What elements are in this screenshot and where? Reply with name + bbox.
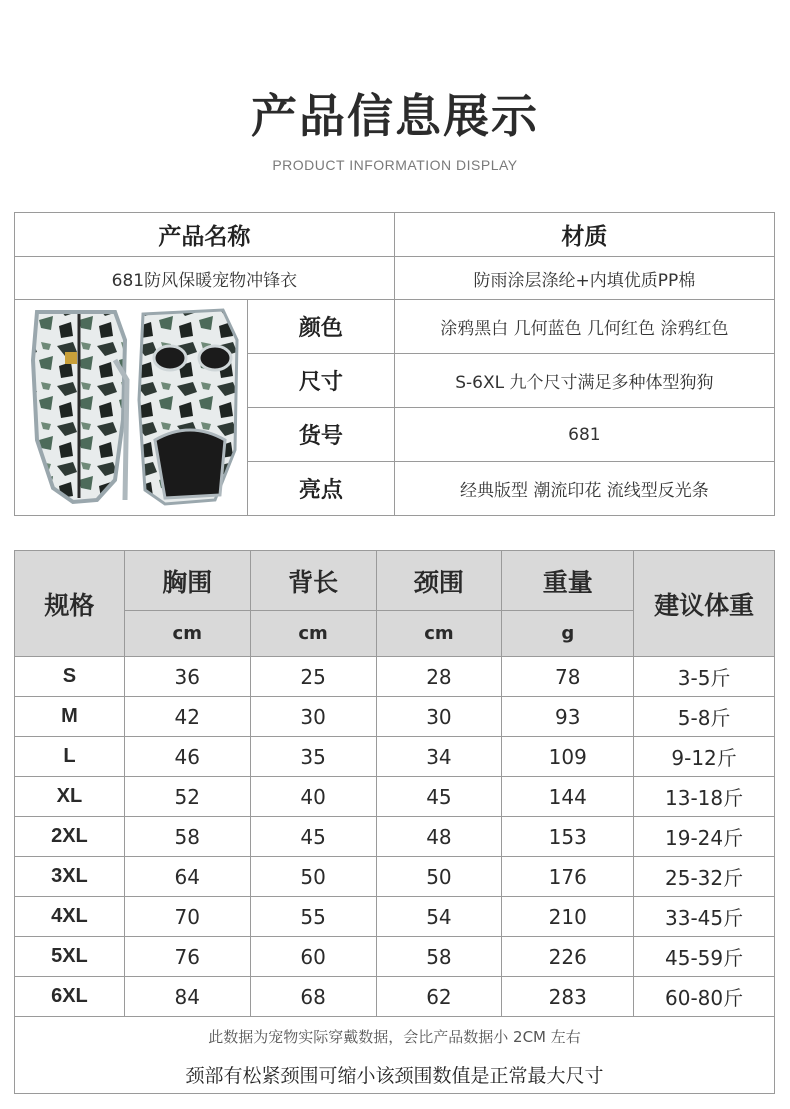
cell-back: 55 xyxy=(250,897,376,937)
product-photos xyxy=(15,300,248,516)
page-subtitle: PRODUCT INFORMATION DISPLAY xyxy=(272,157,518,173)
header-size: 规格 xyxy=(15,551,125,657)
size-value: S-6XL 九个尺寸满足多种体型狗狗 xyxy=(394,354,774,408)
cell-neck: 62 xyxy=(376,977,502,1017)
header-neck: 颈围 xyxy=(376,551,502,611)
cell-suggested-weight: 19-24斤 xyxy=(634,817,775,857)
cell-weight: 226 xyxy=(502,937,634,977)
cell-chest: 46 xyxy=(124,737,250,777)
cell-back: 68 xyxy=(250,977,376,1017)
material-value: 防雨涂层涤纶+内填优质PP棉 xyxy=(394,257,774,300)
table-row xyxy=(15,657,775,697)
size-spec-table xyxy=(14,550,775,1094)
table-row xyxy=(15,937,775,977)
cell-neck: 50 xyxy=(376,857,502,897)
info-header-row xyxy=(15,213,775,257)
header-weight: 重量 xyxy=(502,551,634,611)
table-row xyxy=(15,697,775,737)
cell-back: 30 xyxy=(250,697,376,737)
note-neck: 颈部有松紧颈围可缩小该颈围数值是正常最大尺寸 xyxy=(15,1055,775,1094)
table-row xyxy=(15,817,775,857)
cell-suggested-weight: 60-80斤 xyxy=(634,977,775,1017)
coat-back xyxy=(139,310,237,504)
product-name-label: 产品名称 xyxy=(15,213,395,257)
cell-neck: 28 xyxy=(376,657,502,697)
highlights-value: 经典版型 潮流印花 流线型反光条 xyxy=(394,462,774,516)
sku-label: 货号 xyxy=(248,408,395,462)
cell-weight: 78 xyxy=(502,657,634,697)
cell-neck: 34 xyxy=(376,737,502,777)
note-measurement: 此数据为宠物实际穿戴数据，会比产品数据小 2CM 左右 xyxy=(15,1017,775,1056)
header-suggested-weight: 建议体重 xyxy=(634,551,775,657)
info-row-color xyxy=(15,300,775,354)
unit-chest: cm xyxy=(124,611,250,657)
cell-chest: 84 xyxy=(124,977,250,1017)
cell-chest: 76 xyxy=(124,937,250,977)
header-chest: 胸围 xyxy=(124,551,250,611)
cell-size: 6XL xyxy=(15,977,125,1017)
cell-chest: 52 xyxy=(124,777,250,817)
spec-header-row xyxy=(15,551,775,611)
table-row xyxy=(15,897,775,937)
cell-size: 5XL xyxy=(15,937,125,977)
cell-weight: 93 xyxy=(502,697,634,737)
cell-suggested-weight: 5-8斤 xyxy=(634,697,775,737)
cell-neck: 58 xyxy=(376,937,502,977)
cell-size: S xyxy=(15,657,125,697)
cell-suggested-weight: 45-59斤 xyxy=(634,937,775,977)
cell-back: 45 xyxy=(250,817,376,857)
color-label: 颜色 xyxy=(248,300,395,354)
table-row xyxy=(15,857,775,897)
product-name-value: 681防风保暖宠物冲锋衣 xyxy=(15,257,395,300)
coat-front xyxy=(33,312,127,502)
cell-chest: 36 xyxy=(124,657,250,697)
cell-weight: 109 xyxy=(502,737,634,777)
cell-suggested-weight: 25-32斤 xyxy=(634,857,775,897)
spec-body xyxy=(15,657,775,1017)
material-label: 材质 xyxy=(394,213,774,257)
cell-weight: 176 xyxy=(502,857,634,897)
cell-neck: 30 xyxy=(376,697,502,737)
unit-neck: cm xyxy=(376,611,502,657)
cell-size: L xyxy=(15,737,125,777)
table-row xyxy=(15,737,775,777)
cell-chest: 64 xyxy=(124,857,250,897)
cell-suggested-weight: 9-12斤 xyxy=(634,737,775,777)
cell-suggested-weight: 13-18斤 xyxy=(634,777,775,817)
cell-suggested-weight: 3-5斤 xyxy=(634,657,775,697)
page-title: 产品信息展示 xyxy=(251,89,539,143)
cell-neck: 45 xyxy=(376,777,502,817)
cell-chest: 70 xyxy=(124,897,250,937)
cell-chest: 58 xyxy=(124,817,250,857)
cell-size: M xyxy=(15,697,125,737)
dog-coat-image xyxy=(15,300,247,515)
cell-back: 60 xyxy=(250,937,376,977)
header-back: 背长 xyxy=(250,551,376,611)
cell-size: 2XL xyxy=(15,817,125,857)
unit-weight: g xyxy=(502,611,634,657)
cell-back: 50 xyxy=(250,857,376,897)
color-value: 涂鸦黑白 几何蓝色 几何红色 涂鸦红色 xyxy=(394,300,774,354)
sku-value: 681 xyxy=(394,408,774,462)
cell-size: XL xyxy=(15,777,125,817)
cell-neck: 54 xyxy=(376,897,502,937)
cell-weight: 144 xyxy=(502,777,634,817)
size-label: 尺寸 xyxy=(248,354,395,408)
cell-back: 40 xyxy=(250,777,376,817)
cell-weight: 210 xyxy=(502,897,634,937)
table-row xyxy=(15,777,775,817)
cell-neck: 48 xyxy=(376,817,502,857)
cell-weight: 153 xyxy=(502,817,634,857)
note-row-2 xyxy=(15,1055,775,1094)
unit-back: cm xyxy=(250,611,376,657)
cell-weight: 283 xyxy=(502,977,634,1017)
cell-back: 35 xyxy=(250,737,376,777)
highlights-label: 亮点 xyxy=(248,462,395,516)
product-info-table xyxy=(14,212,775,516)
cell-size: 3XL xyxy=(15,857,125,897)
cell-size: 4XL xyxy=(15,897,125,937)
note-row-1 xyxy=(15,1017,775,1056)
table-row xyxy=(15,977,775,1017)
cell-back: 25 xyxy=(250,657,376,697)
cell-suggested-weight: 33-45斤 xyxy=(634,897,775,937)
info-value-row xyxy=(15,257,775,300)
cell-chest: 42 xyxy=(124,697,250,737)
